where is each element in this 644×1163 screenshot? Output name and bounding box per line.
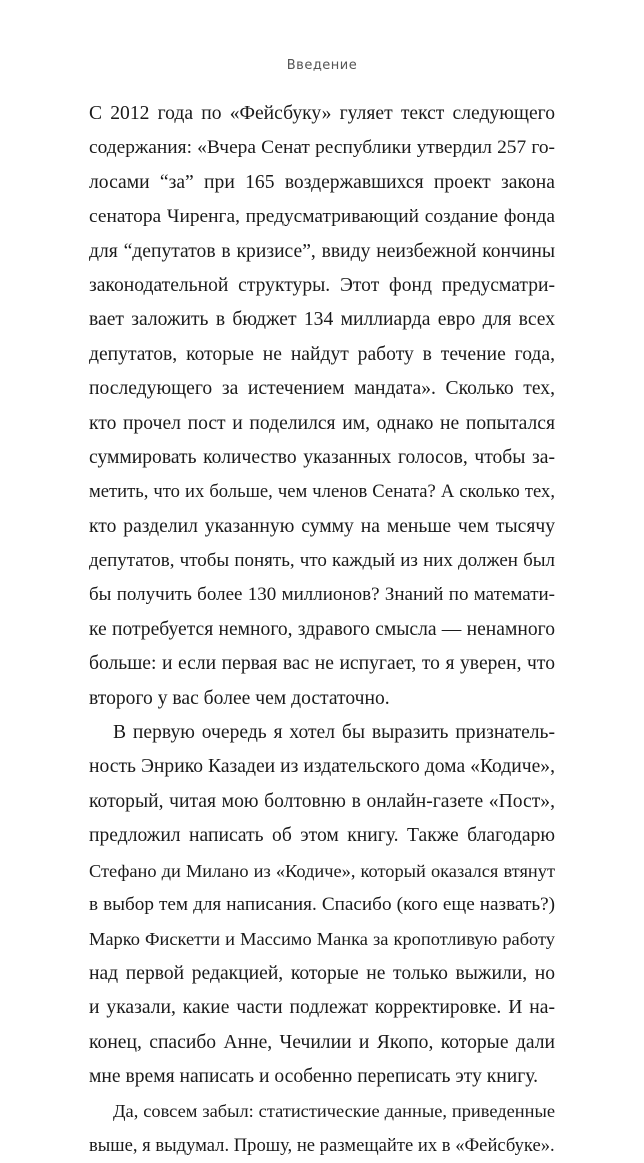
text-line: для “депутатов в кризисе”, ввиду неизбежной кончины — [89, 240, 555, 262]
text-line: вает заложить в бюджет 134 миллиарда евро для всех — [89, 309, 555, 331]
text-line: последующего за истечением мандата». Сколько тех, — [89, 378, 555, 400]
running-header: Введение — [286, 58, 358, 73]
text-line: лосами “за” при 165 воздержавшихся проект закона — [89, 171, 555, 193]
paragraph-2 — [89, 716, 555, 1094]
text-line: С 2012 года по «Фейсбуку» гуляет текст следующего — [89, 103, 555, 124]
text-line: кто прочел пост и поделился им, однако не попытался — [89, 412, 555, 434]
text-line: сенатора Чиренга, предусматривающий создание фонда — [89, 206, 555, 228]
text-line: Да, совсем забыл: статистические данные, приведенные — [113, 1101, 555, 1122]
text-line: Марко Фискетти и Массимо Манка за кропотливую работу — [89, 929, 555, 950]
text-line: метить, что их больше, чем членов Сената? А сколько тех, — [89, 481, 555, 503]
text-line: депутатов, которые не найдут работу в течение года, — [89, 343, 555, 365]
body-text — [89, 97, 555, 1163]
text-line: в выбор тем для написания. Спасибо (кого еще назвать?) — [89, 893, 555, 915]
text-line: конец, спасибо Анне, Чечилии и Якопо, которые дали — [89, 1031, 555, 1053]
text-line: ке потребуется немного, здравого смысла — ненамного — [89, 618, 555, 640]
text-line: законодательной структуры. Этот фонд предусматри- — [89, 274, 555, 296]
text-line: мне время написать и особенно переписать эту книгу. — [89, 1065, 539, 1087]
paragraph-3 — [89, 1094, 555, 1163]
text-line: предложил написать об этом книгу. Также благодарю — [89, 825, 555, 847]
text-line: кто разделил указанную сумму на меньше чем тысячу — [89, 515, 555, 537]
text-line: больше: и если первая вас не испугает, то я уверен, что — [89, 653, 555, 675]
text-line: над первой редакцией, которые не только выжили, но — [89, 962, 555, 984]
text-line: который, читая мою болтовню в онлайн-газете «Пост», — [89, 790, 555, 812]
text-line: депутатов, чтобы понять, что каждый из них должен был — [89, 550, 555, 572]
paragraph-1 — [89, 97, 555, 716]
text-line: бы получить более 130 миллионов? Знаний по математи- — [89, 584, 555, 606]
text-line: суммировать количество указанных голосов, чтобы за- — [89, 446, 555, 468]
text-line: В первую очередь я хотел бы выразить признатель- — [113, 722, 555, 744]
text-line: второго у вас более чем достаточно. — [89, 687, 390, 709]
text-line: Стефано ди Милано из «Кодиче», который оказался втянут — [89, 860, 555, 881]
text-line: содержания: «Вчера Сенат республики утвердил 257 го- — [89, 137, 555, 159]
text-line: ность Энрико Казадеи из издательского дома «Кодиче», — [89, 756, 555, 778]
text-line: выше, я выдумал. Прошу, не размещайте их в «Фейсбуке». — [89, 1134, 555, 1156]
text-line: и указали, какие части подлежат корректировке. И на- — [89, 997, 555, 1019]
